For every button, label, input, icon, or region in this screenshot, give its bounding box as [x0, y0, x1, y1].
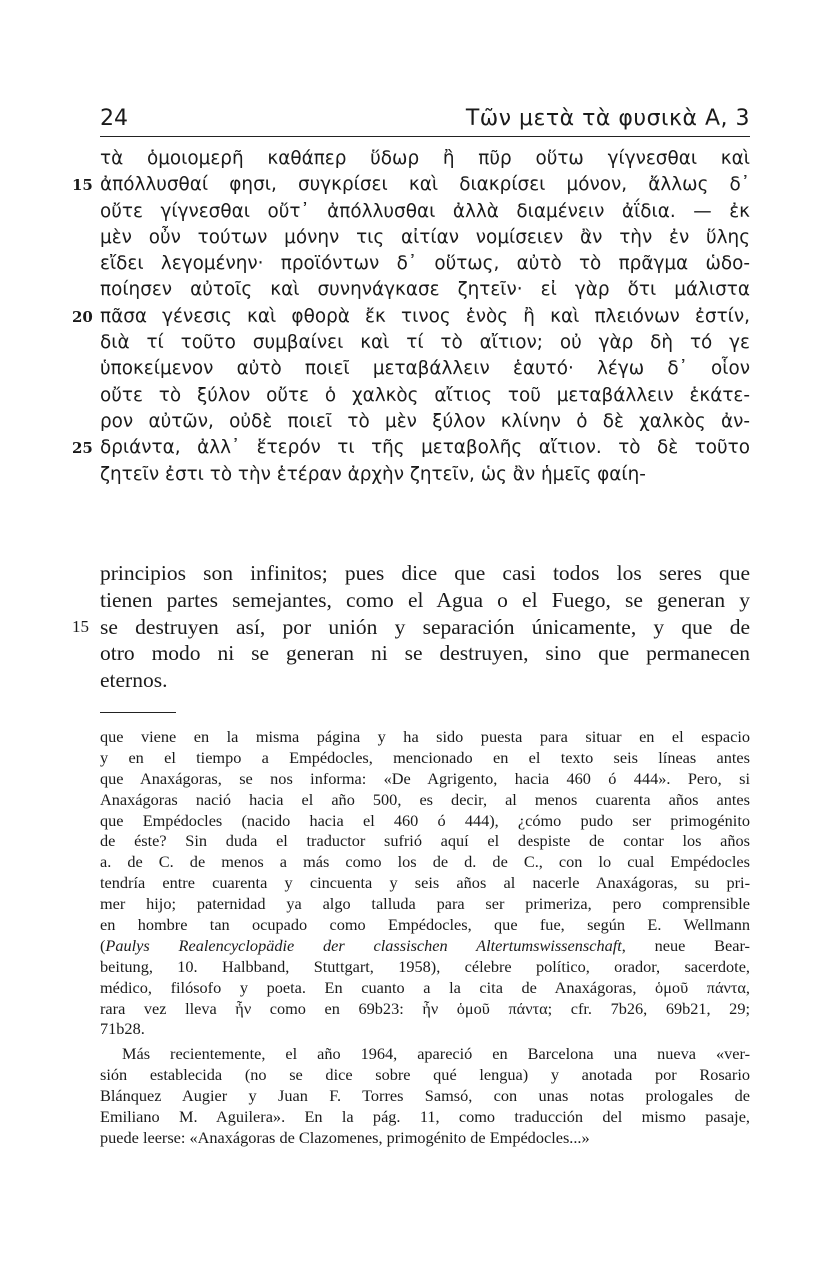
- greek-line: [100, 199, 750, 225]
- spanish-line: [100, 560, 750, 587]
- line-number: 15: [72, 176, 93, 195]
- footnote-line: puede leerse: «Anaxágoras de Clazomenes, primogénito de Empédocles...»: [100, 1127, 590, 1147]
- footnote-line: y en el tiempo a Empédocles, mencionado en el texto seis líneas antes: [100, 747, 750, 767]
- greek-line-text: οὔτε τὸ ξύλον οὔτε ὁ χαλκὸς αἴτιος τοῦ μεταβάλλειν ἑκάτε-: [100, 384, 750, 406]
- line-number: 15: [72, 616, 89, 636]
- footnote-line: que viene en la misma página y ha sido puesta para situar en el espacio: [100, 727, 750, 746]
- spanish-line: [100, 640, 750, 667]
- line-number: 20: [72, 307, 93, 326]
- greek-text-block: [72, 146, 750, 488]
- greek-line-text: ποίησεν αὐτοῖς καὶ συνηνάγκασε ζητεῖν· εἰ γὰρ ὅτι μάλιστα: [100, 279, 750, 301]
- greek-line-text: τὰ ὁμοιομερῆ καθάπερ ὕδωρ ἢ πῦρ οὕτω γίγνεσθαι καὶ: [100, 148, 750, 169]
- greek-line: [100, 409, 750, 435]
- page-header: [100, 106, 750, 137]
- greek-line-text: διὰ τί τοῦτο συμβαίνει καὶ τί τὸ αἴτιον; οὐ γὰρ δὴ τό γε: [100, 332, 750, 354]
- footnote-line: mer hijo; paternidad ya algo talluda para ser primeriza, pero comprensible: [100, 894, 750, 914]
- greek-line: [72, 304, 750, 330]
- line-number: 25: [72, 439, 93, 458]
- greek-line: [100, 251, 750, 277]
- spanish-line-text: se destruyen así, por unión y separación únicamente, y que de: [100, 614, 750, 639]
- spanish-line: [72, 614, 750, 641]
- greek-line: [72, 435, 750, 461]
- greek-line-text: πᾶσα γένεσις καὶ φθορὰ ἔκ τινος ἑνὸς ἢ καὶ πλειόνων ἐστίν,: [100, 305, 750, 327]
- greek-line-text: ρον αὐτῶν, οὐδὲ ποιεῖ τὸ μὲν ξύλον κλίνην ὁ δὲ χαλκὸς ἀν-: [100, 410, 750, 432]
- spanish-line: [100, 667, 750, 694]
- greek-line-text: οὔτε γίγνεσθαι οὔτ᾽ ἀπόλλυσθαι ἀλλὰ διαμένειν ἀΐδια. — ἐκ: [100, 200, 750, 222]
- spanish-translation-block: [72, 560, 750, 694]
- greek-line-text: εἴδει λεγομένην· προϊόντων δ᾽ οὕτως, αὐτὸ τὸ πρᾶγμα ὡδο-: [100, 253, 750, 275]
- greek-line: [100, 356, 750, 382]
- greek-line: [100, 330, 750, 356]
- page-number: 24: [100, 106, 128, 131]
- footnote-line: que Anaxágoras, se nos informa: «De Agrigento, hacia 460 ó 444». Pero, si: [100, 768, 750, 788]
- spanish-line-text: tienen partes semejantes, como el Agua o el Fuego, se generan y: [100, 587, 750, 612]
- spanish-line-text: principios son infinitos; pues dice que casi todos los seres que: [100, 561, 750, 585]
- spanish-line-text: otro modo ni se generan ni se destruyen, sino que permanecen: [100, 641, 750, 666]
- footnote-line: Más recientemente, el año 1964, apareció en Barcelona una nueva «ver-: [122, 1044, 750, 1064]
- footnote-line: Emiliano M. Aguilera». En la pág. 11, como traducción del mismo pasaje,: [100, 1107, 750, 1127]
- spanish-line: [100, 587, 750, 614]
- footnotes-block: [100, 727, 750, 1149]
- running-title: Τῶν μετὰ τὰ φυσικὰ Α, 3: [465, 106, 750, 131]
- greek-line-text: μὲν οὖν τούτων μόνην τις αἰτίαν νομίσειεν ἂν τὴν ἐν ὕλης: [100, 226, 750, 248]
- spanish-line-text: eternos.: [100, 668, 168, 693]
- greek-line: [100, 462, 750, 488]
- greek-line-text: ἀπόλλυσθαί φησι, συγκρίσει καὶ διακρίσει μόνον, ἄλλως δ᾽: [100, 174, 750, 196]
- footnote-line: Anaxágoras nació hacia el año 500, es decir, al menos cuarenta años antes: [100, 789, 750, 809]
- footnote-line: tendría entre cuarenta y cincuenta y seis años al nacerle Anaxágoras, su pri-: [100, 873, 750, 893]
- greek-line: [100, 383, 750, 409]
- greek-line: [100, 277, 750, 303]
- footnote-line: de éste? Sin duda el traductor sufrió aquí el despiste de contar los años: [100, 831, 750, 851]
- footnote-line: a. de C. de menos a más como los de d. de C., con lo cual Empédocles: [100, 852, 750, 872]
- greek-line-text: δριάντα, ἀλλ᾽ ἕτερόν τι τῆς μεταβολῆς αἴτιον. τὸ δὲ τοῦτο: [100, 437, 750, 459]
- footnote-line: Blánquez Augier y Juan F. Torres Samsó, con unas notas prologales de: [100, 1086, 750, 1106]
- footnote-line: 71b28.: [100, 1019, 145, 1039]
- footnote-line: (Paulys Realencyclopädie der classischen Altertumswissenschaft, neue Bear-: [100, 935, 750, 955]
- footnote-line: en hombre tan ocupado como Empédocles, que fue, según E. Wellmann: [100, 915, 750, 935]
- footnote-line: médico, filósofo y poeta. En cuanto a la cita de Anaxágoras, ὁμοῦ πάντα,: [100, 977, 750, 997]
- greek-line-text: ζητεῖν ἐστι τὸ τὴν ἑτέραν ἀρχὴν ζητεῖν, ὡς ἂν ἡμεῖς φαίη-: [100, 463, 646, 485]
- footnote-line: sión establecida (no se dice sobre qué lengua) y anotada por Rosario: [100, 1065, 750, 1085]
- greek-line-text: ὑποκείμενον αὐτὸ ποιεῖ μεταβάλλειν ἑαυτό· λέγω δ᾽ οἷον: [100, 358, 750, 380]
- greek-line: [100, 225, 750, 251]
- footnote-separator: [100, 712, 176, 713]
- footnote-line: beitung, 10. Halbband, Stuttgart, 1958), célebre político, orador, sacerdote,: [100, 956, 750, 976]
- footnote-line: rara vez lleva ἦν como en 69b23: ἦν ὁμοῦ πάντα; cfr. 7b26, 69b21, 29;: [100, 998, 750, 1018]
- footnote-line: que Empédocles (nacido hacia el 460 ó 444), ¿cómo pudo ser primogénito: [100, 810, 750, 830]
- journal-title: Paulys Realencyclopädie der classischen Altertumswissenschaft: [105, 935, 622, 955]
- greek-line: [100, 146, 750, 172]
- greek-line: [72, 172, 750, 198]
